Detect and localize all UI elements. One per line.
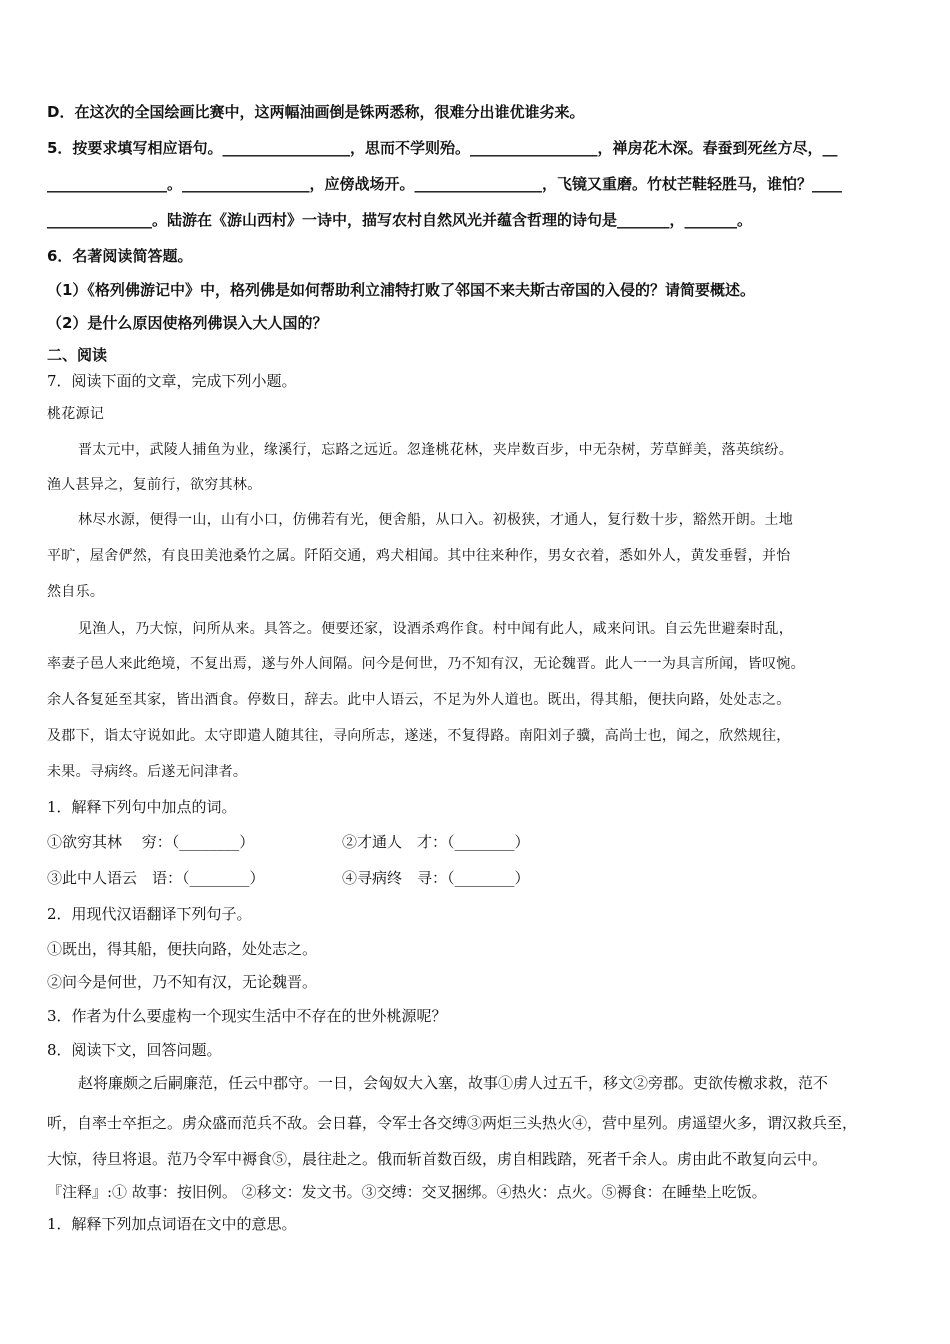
q7-sq1-item-4: ④寻病终 寻：（________） — [342, 869, 530, 887]
section-title: 二、阅读 — [47, 346, 108, 364]
q7-sq1-row-1 — [47, 830, 910, 854]
q8-passage-line-2: 听，自率士卒拒之。虏众盛而范兵不敌。会日暮，令军士各交缚③两炬三头热火④，营中星列。虏遥望火多，谓汉救兵至， — [47, 1114, 858, 1132]
q8-passage-line-1: 赵将廉颇之后嗣廉范，任云中郡守。一日，会匈奴大入塞，故事①虏人过五千，移文②旁郡。吏欲传檄求救，范不 — [78, 1074, 829, 1092]
q7-sq1-item-2: ②才通人 才：（________） — [342, 833, 530, 851]
q7-sq2-item-1: ①既出，得其船，便扶向路，处处志之。 — [47, 940, 318, 958]
article-p3-line-2: 率妻子邑人来此绝境，不复出焉，遂与外人间隔。问今是何世，乃不知有汉，无论魏晋。此人一一为具言所闻，皆叹惋。 — [47, 656, 805, 672]
q7-sq1-item-3: ③此中人语云 语：（________） — [47, 869, 265, 887]
article-p1-line-1: 晋太元中，武陵人捕鱼为业，缘溪行，忘路之远近。忽逢桃花林，夹岸数百步，中无杂树，芳草鲜美，落英缤纷。 — [78, 442, 793, 458]
q7-sq1-row-2 — [47, 866, 910, 890]
article-title: 桃花源记 — [47, 406, 105, 422]
article-p3-line-4: 及郡下，诣太守说如此。太守即遣人随其往，寻向所志，遂迷，不复得路。南阳刘子骥，高尚士也，闻之，欣然规往， — [47, 728, 791, 744]
q8-sq1-title: 1．解释下列加点词语在文中的意思。 — [47, 1215, 297, 1233]
article-p3-line-5: 未果。寻病终。后遂无问津者。 — [47, 764, 248, 780]
q6-sub-2: （2）是什么原因使格列佛误入大人国的？ — [47, 314, 328, 332]
q7-sq3-title: 3．作者为什么要虚构一个现实生活中不存在的世外桃源呢？ — [47, 1007, 447, 1025]
article-p2-line-3: 然自乐。 — [47, 584, 105, 600]
q8-notes: 『注释』:① 故事：按旧例。 ②移文：发文书。③交缚：交叉捆绑。④热火：点火。⑤褥食：在睡垫上吃饭。 — [47, 1183, 767, 1201]
q7-sq1-title: 1．解释下列句中加点的词。 — [47, 798, 237, 816]
q7-sq2-title: 2．用现代汉语翻译下列句子。 — [47, 905, 252, 923]
q5-line-1: 5．按要求填写相应语句。_________________，思而不学则殆。_________________，禅房花木深。春蚕到死丝方尽，__ — [47, 139, 838, 157]
q5-line-3: ______________。陆游在《游山西村》一诗中，描写农村自然风光并蕴含哲理的诗句是_______，_______。 — [47, 211, 753, 229]
q8-passage-line-3: 大惊，待旦将退。范乃令军中褥食⑤，晨往赴之。俄而斩首数百级，虏自相践踏，死者千余人。虏由此不敢复向云中。 — [47, 1150, 828, 1168]
article-p2-line-2: 平旷，屋舍俨然，有良田美池桑竹之属。阡陌交通，鸡犬相闻。其中往来种作，男女衣着，悉如外人，黄发垂髫，并怡 — [47, 548, 791, 564]
q6-title: 6．名著阅读简答题。 — [47, 247, 193, 265]
q6-sub-1: （1）《格列佛游记中》中，格列佛是如何帮助利立浦特打败了邻国不来夫斯古帝国的入侵的？请简要概述。 — [47, 281, 755, 299]
article-p2-line-1: 林尽水源，便得一山，山有小口，仿佛若有光，便舍船，从口入。初极狭，才通人，复行数十步，豁然开朗。土地 — [78, 512, 793, 528]
article-p1-line-2: 渔人甚异之，复前行，欲穷其林。 — [47, 477, 262, 493]
q7-sq1-item-1: ①欲穷其林 穷：（________） — [47, 833, 255, 851]
q7-prompt: 7．阅读下面的文章，完成下列小题。 — [47, 372, 297, 390]
q5-line-2: ________________。_________________，应傍战场开。_________________，飞镜又重磨。竹杖芒鞋轻胜马，谁怕？____ — [47, 175, 843, 193]
q8-prompt: 8．阅读下文，回答问题。 — [47, 1041, 222, 1059]
article-p3-line-1: 见渔人，乃大惊，问所从来。具答之。便要还家，设酒杀鸡作食。村中闻有此人，咸来问讯。自云先世避秦时乱， — [78, 621, 793, 637]
q4-option-d: D．在这次的全国绘画比赛中，这两幅油画倒是铢两悉称，很难分出谁优谁劣来。 — [47, 103, 585, 121]
article-p3-line-3: 余人各复延至其家，皆出酒食。停数日，辞去。此中人语云，不足为外人道也。既出，得其船，便扶向路，处处志之。 — [47, 692, 791, 708]
q7-sq2-item-2: ②问今是何世，乃不知有汉，无论魏晋。 — [47, 973, 318, 991]
